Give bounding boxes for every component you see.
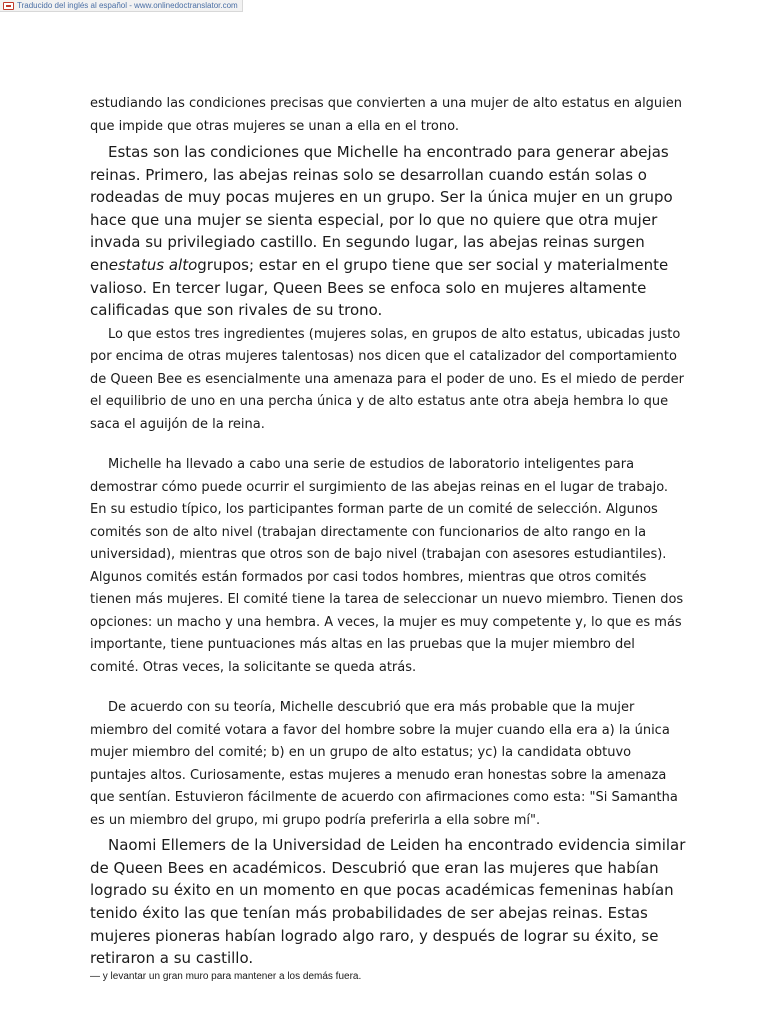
paragraph-2-text-start: Estas son las condiciones que Michelle ha encontrado para generar abejas reinas. Primero, las abejas reinas solo se desarrollan cuando están solas o rodeadas de muy pocas mujeres en un grupo. Ser la única mujer en un grupo hace que una mujer se sienta especial, por lo que no quiere que otra mujer invada su privilegiado castillo. En segundo lugar, las abejas reinas surgen en — [90, 143, 673, 274]
document-body — [90, 93, 686, 984]
paragraph-3: Lo que estos tres ingredientes (mujeres solas, en grupos de alto estatus, ubicadas justo por encima de otras mujeres talentosas) nos dicen que el catalizador del comportamiento de Queen Bee es esencialmente una amenaza para el poder de uno. Es el miedo de perder el equilibrio de uno en una percha única y de alto estatus ante otra abeja hembra lo que saca el aguijón de la reina. — [90, 326, 684, 432]
translator-icon — [3, 2, 14, 10]
paragraph-2 — [90, 141, 686, 322]
paragraph-2-italic: estatus alto — [108, 255, 198, 274]
paragraph-2-text-end: grupos; estar en el grupo tiene que ser social y materialmente valioso. En tercer lugar, Queen Bees se enfoca solo en mujeres altamente calificadas que son rivales de su trono. — [90, 255, 669, 320]
paragraph-7: — y levantar un gran muro para mantener a los demás fuera. — [90, 970, 362, 982]
paragraph-5: De acuerdo con su teoría, Michelle descubrió que era más probable que la mujer miembro del comité votara a favor del hombre sobre la mujer cuando ella era a) la única mujer miembro del comité; b) en un grupo de alto estatus; yc) la candidata obtuvo puntajes altos. Curiosamente, estas mujeres a menudo eran honestas sobre la amenaza que sentían. Estuvieron fácilmente de acuerdo con afirmaciones como esta: "Si Samantha es un miembro del grupo, mi grupo podría preferirla a ella sobre mí". — [90, 700, 678, 828]
translator-banner-text[interactable]: Traducido del inglés al español - www.onlinedoctranslator.com — [17, 1, 238, 10]
paragraph-6: Naomi Ellemers de la Universidad de Leiden ha encontrado evidencia similar de Queen Bees en académicos. Descubrió que eran las mujeres que habían logrado su éxito en un momento en que pocas académicas femeninas habían tenido éxito las que tenían más probabilidades de ser abejas reinas. Estas mujeres pioneras habían logrado algo raro, y después de lograr su éxito, se retiraron a su castillo. — [90, 836, 686, 968]
paragraph-1: estudiando las condiciones precisas que convierten a una mujer de alto estatus en alguien que impide que otras mujeres se unan a ella en el trono. — [90, 96, 683, 134]
paragraph-4: Michelle ha llevado a cabo una serie de estudios de laboratorio inteligentes para demostrar cómo puede ocurrir el surgimiento de las abejas reinas en el lugar de trabajo. En su estudio típico, los participantes forman parte de un comité de selección. Algunos comités son de alto nivel (trabajan directamente con funcionarios de alto rango en la universidad), mientras que otros son de bajo nivel (trabajan con asesores estudiantiles). Algunos comités están formados por casi todos hombres, mientras que otros comités tienen más mujeres. El comité tiene la tarea de seleccionar un nuevo miembro. Tienen dos opciones: un macho y una hembra. A veces, la mujer es muy competente y, lo que es más importante, tiene puntuaciones más altas en las pruebas que la mujer miembro del comité. Otras veces, la solicitante se queda atrás. — [90, 457, 684, 675]
translator-banner[interactable] — [0, 0, 243, 12]
